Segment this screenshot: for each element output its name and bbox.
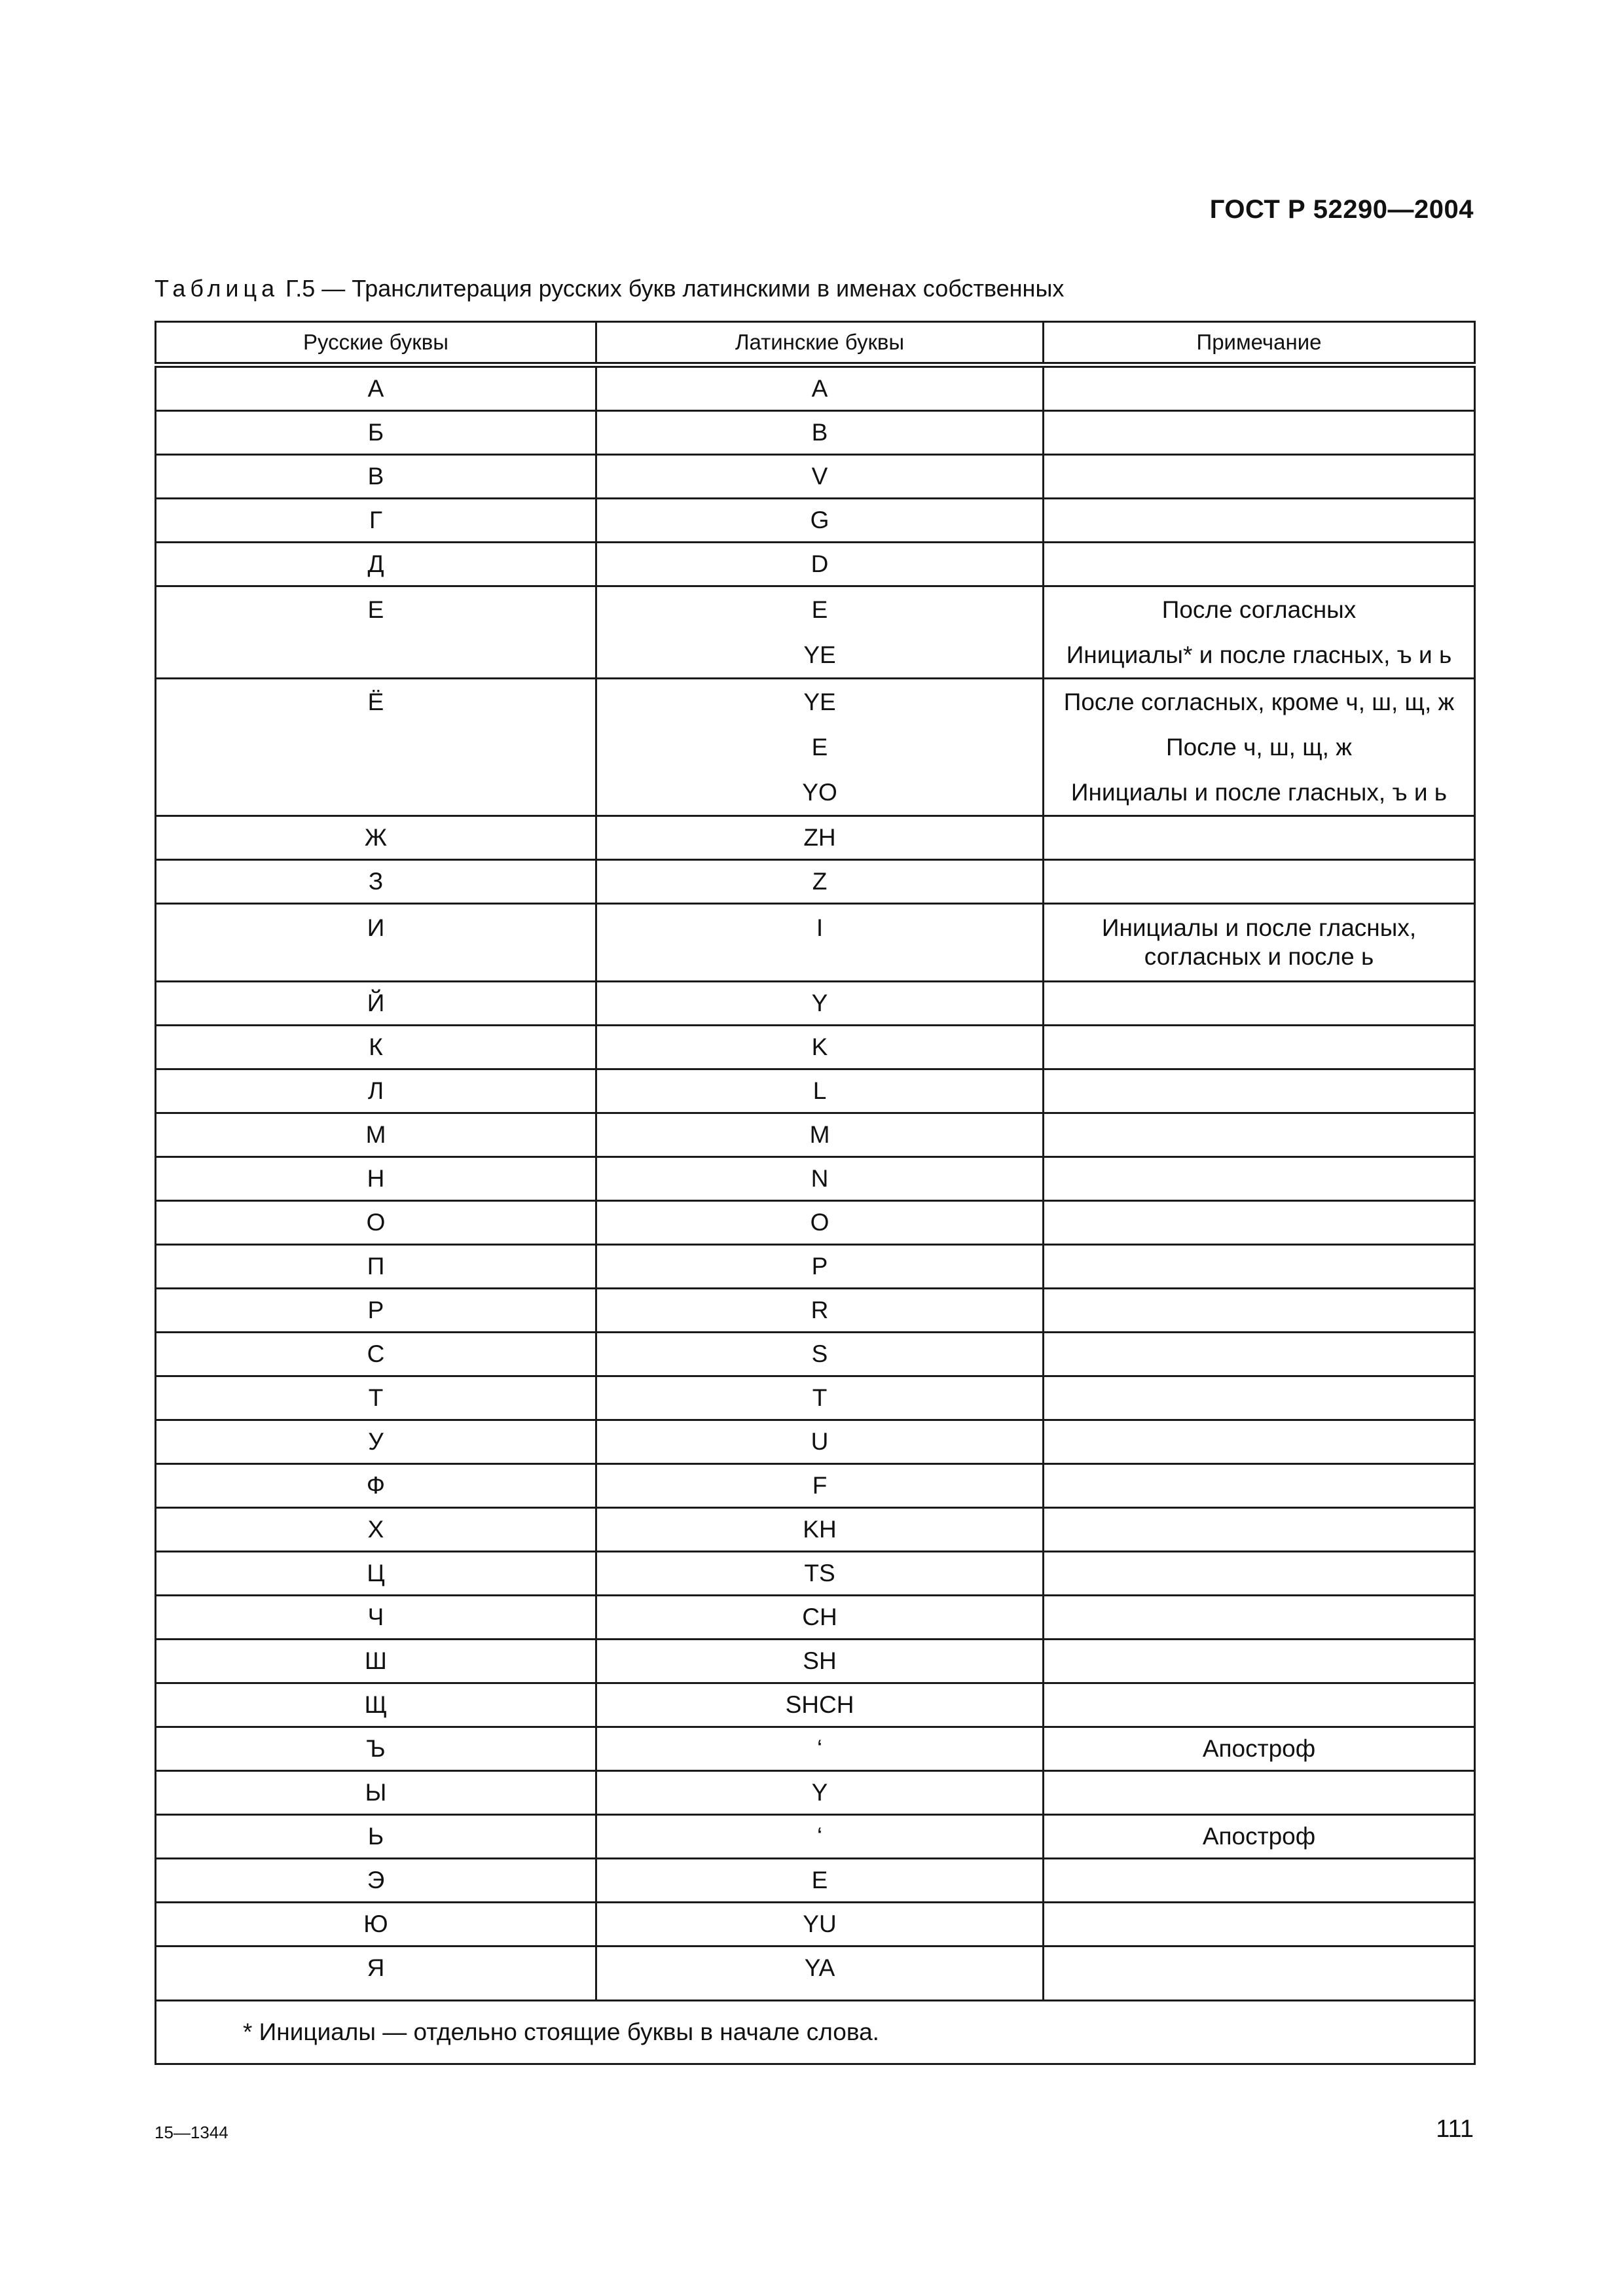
cell-russian-letter: С <box>156 1333 596 1376</box>
latin-value: T <box>812 1384 828 1411</box>
latin-value: YO <box>802 779 837 806</box>
table-row <box>156 543 1475 586</box>
cell-russian-letter: В <box>156 455 596 499</box>
table-footnote: * Инициалы — отдельно стоящие буквы в начале слова. <box>156 2001 1475 2064</box>
latin-value: L <box>812 1077 827 1104</box>
cell-note <box>1044 1245 1475 1289</box>
cell-russian-letter: Ф <box>156 1464 596 1508</box>
cell-russian-letter: М <box>156 1113 596 1157</box>
cell-note <box>1044 1508 1475 1552</box>
latin-value: SHCH <box>785 1691 854 1718</box>
latin-value: V <box>811 463 828 490</box>
note-text: Инициалы* и после гласных, ъ и ь <box>1066 641 1452 668</box>
cell-note <box>1044 1903 1475 1946</box>
cell-russian-letter: Ш <box>156 1640 596 1683</box>
note-text: Апостроф <box>1202 1735 1316 1762</box>
cell-note <box>1044 860 1475 904</box>
cell-russian-letter: Д <box>156 543 596 586</box>
latin-value: CH <box>802 1604 837 1630</box>
table-header-row <box>156 322 1475 365</box>
table-row <box>156 411 1475 455</box>
note-text: После ч, ш, щ, ж <box>1166 734 1352 761</box>
table-row <box>156 499 1475 543</box>
cell-latin-letters <box>596 1815 1044 1859</box>
note-text: После согласных <box>1161 596 1357 623</box>
cell-latin-letters <box>596 982 1044 1026</box>
table-row <box>156 816 1475 860</box>
cell-latin-letters <box>596 1508 1044 1552</box>
cell-latin-letters <box>596 365 1044 411</box>
note-text: Инициалы и после гласных, ъ и ь <box>1070 779 1448 806</box>
latin-value: YE <box>803 689 836 715</box>
latin-value: Z <box>812 868 828 895</box>
note-text: Апостроф <box>1202 1823 1316 1850</box>
table-row <box>156 1026 1475 1069</box>
cell-latin-letters <box>596 1683 1044 1727</box>
cell-latin-letters <box>596 1289 1044 1333</box>
cell-latin-letters <box>596 499 1044 543</box>
footnote-row <box>156 2001 1475 2064</box>
document-code: ГОСТ Р 52290—2004 <box>1209 195 1474 224</box>
table-row <box>156 1640 1475 1683</box>
cell-latin-letters <box>596 904 1044 982</box>
cell-note <box>1044 1333 1475 1376</box>
cell-note <box>1044 1289 1475 1333</box>
latin-value: YU <box>803 1910 837 1937</box>
cell-russian-letter: З <box>156 860 596 904</box>
table-row <box>156 1245 1475 1289</box>
cell-russian-letter: О <box>156 1201 596 1245</box>
cell-note <box>1044 499 1475 543</box>
cell-russian-letter: Б <box>156 411 596 455</box>
latin-value: D <box>811 550 829 577</box>
table-row <box>156 1420 1475 1464</box>
cell-latin-letters <box>596 543 1044 586</box>
cell-russian-letter: Щ <box>156 1683 596 1727</box>
table-row <box>156 1815 1475 1859</box>
cell-note <box>1044 1727 1475 1771</box>
cell-latin-letters <box>596 1376 1044 1420</box>
cell-latin-letters <box>596 1333 1044 1376</box>
latin-value: U <box>811 1428 829 1455</box>
cell-russian-letter: Е <box>156 586 596 679</box>
latin-value: SH <box>803 1647 837 1674</box>
table-caption <box>155 275 1064 302</box>
latin-value: Y <box>811 1779 828 1806</box>
cell-note <box>1044 411 1475 455</box>
cell-latin-letters <box>596 816 1044 860</box>
cell-latin-letters <box>596 860 1044 904</box>
cell-note <box>1044 1201 1475 1245</box>
table-row <box>156 679 1475 816</box>
page-number: 111 <box>1436 2115 1474 2143</box>
latin-value: KH <box>803 1516 837 1543</box>
column-header-russian: Русские буквы <box>156 322 596 365</box>
cell-latin-letters <box>596 1640 1044 1683</box>
cell-note <box>1044 543 1475 586</box>
cell-russian-letter: Ж <box>156 816 596 860</box>
cell-latin-letters <box>596 679 1044 816</box>
table-row <box>156 1946 1475 2001</box>
table-row <box>156 1903 1475 1946</box>
cell-russian-letter: У <box>156 1420 596 1464</box>
cell-latin-letters <box>596 455 1044 499</box>
cell-russian-letter: И <box>156 904 596 982</box>
cell-russian-letter: Р <box>156 1289 596 1333</box>
cell-latin-letters <box>596 1464 1044 1508</box>
cell-russian-letter: Г <box>156 499 596 543</box>
latin-value: E <box>811 734 828 761</box>
latin-value: G <box>810 507 830 533</box>
note-text: Инициалы и после гласных, согласных и после ь <box>1101 914 1417 970</box>
cell-russian-letter: Й <box>156 982 596 1026</box>
cell-russian-letter: Ю <box>156 1903 596 1946</box>
latin-value: R <box>811 1297 829 1323</box>
cell-russian-letter: Ъ <box>156 1727 596 1771</box>
cell-note <box>1044 1596 1475 1640</box>
cell-note <box>1044 1815 1475 1859</box>
latin-value: ‘ <box>816 1823 823 1850</box>
cell-russian-letter: Ч <box>156 1596 596 1640</box>
table-row <box>156 904 1475 982</box>
latin-value: O <box>810 1209 830 1236</box>
cell-note <box>1044 1946 1475 2001</box>
table-caption-text: Г.5 — Транслитерация русских букв латинскими в именах собственных <box>285 275 1065 302</box>
cell-russian-letter: К <box>156 1026 596 1069</box>
cell-note <box>1044 1157 1475 1201</box>
cell-russian-letter: А <box>156 365 596 411</box>
cell-russian-letter: Х <box>156 1508 596 1552</box>
latin-value: E <box>811 596 828 623</box>
cell-note <box>1044 982 1475 1026</box>
table-row <box>156 1859 1475 1903</box>
cell-russian-letter: Э <box>156 1859 596 1903</box>
transliteration-table <box>155 321 1476 2065</box>
table-row <box>156 1069 1475 1113</box>
cell-latin-letters <box>596 1026 1044 1069</box>
latin-value: I <box>816 914 824 941</box>
table-row <box>156 1333 1475 1376</box>
cell-latin-letters <box>596 586 1044 679</box>
table-row <box>156 1508 1475 1552</box>
cell-russian-letter: П <box>156 1245 596 1289</box>
table-row <box>156 1113 1475 1157</box>
cell-russian-letter: Т <box>156 1376 596 1420</box>
cell-russian-letter: Ь <box>156 1815 596 1859</box>
table-row <box>156 455 1475 499</box>
cell-russian-letter: Ё <box>156 679 596 816</box>
cell-latin-letters <box>596 1596 1044 1640</box>
table-caption-label: Таблица <box>155 275 280 302</box>
cell-russian-letter: Ц <box>156 1552 596 1596</box>
cell-latin-letters <box>596 1727 1044 1771</box>
cell-note <box>1044 1026 1475 1069</box>
cell-note <box>1044 1552 1475 1596</box>
cell-latin-letters <box>596 411 1044 455</box>
cell-note <box>1044 1640 1475 1683</box>
table-row <box>156 586 1475 679</box>
column-header-note: Примечание <box>1044 322 1475 365</box>
table-body <box>156 365 1475 2001</box>
latin-value: YE <box>803 641 836 668</box>
cell-latin-letters <box>596 1157 1044 1201</box>
cell-russian-letter: Л <box>156 1069 596 1113</box>
latin-value: A <box>811 375 828 402</box>
cell-russian-letter: Н <box>156 1157 596 1201</box>
cell-note <box>1044 1464 1475 1508</box>
table-row <box>156 860 1475 904</box>
cell-note <box>1044 365 1475 411</box>
table-row <box>156 1683 1475 1727</box>
latin-value: F <box>812 1472 828 1499</box>
cell-note <box>1044 1113 1475 1157</box>
latin-value: K <box>811 1033 828 1060</box>
cell-latin-letters <box>596 1552 1044 1596</box>
latin-value: E <box>811 1867 828 1893</box>
table-row <box>156 1201 1475 1245</box>
latin-value: S <box>811 1340 828 1367</box>
cell-russian-letter: Ы <box>156 1771 596 1815</box>
table-row <box>156 1727 1475 1771</box>
cell-latin-letters <box>596 1069 1044 1113</box>
table-row <box>156 365 1475 411</box>
table-row <box>156 1596 1475 1640</box>
cell-note <box>1044 904 1475 982</box>
cell-latin-letters <box>596 1859 1044 1903</box>
note-text: После согласных, кроме ч, ш, щ, ж <box>1063 689 1455 715</box>
cell-latin-letters <box>596 1113 1044 1157</box>
cell-russian-letter: Я <box>156 1946 596 2001</box>
latin-value: M <box>809 1121 830 1148</box>
cell-note <box>1044 1420 1475 1464</box>
table-row <box>156 1552 1475 1596</box>
cell-latin-letters <box>596 1771 1044 1815</box>
cell-latin-letters <box>596 1245 1044 1289</box>
latin-value: B <box>811 419 828 446</box>
table-row <box>156 1289 1475 1333</box>
cell-note <box>1044 1069 1475 1113</box>
latin-value: YA <box>804 1954 835 1981</box>
cell-latin-letters <box>596 1201 1044 1245</box>
latin-value: ‘ <box>816 1735 823 1762</box>
footer-print-code: 15—1344 <box>155 2123 228 2142</box>
table-row <box>156 1376 1475 1420</box>
latin-value: N <box>811 1165 829 1192</box>
cell-note <box>1044 455 1475 499</box>
cell-note <box>1044 586 1475 679</box>
latin-value: P <box>811 1253 828 1280</box>
cell-latin-letters <box>596 1420 1044 1464</box>
table-row <box>156 1157 1475 1201</box>
cell-note <box>1044 1771 1475 1815</box>
cell-note <box>1044 1683 1475 1727</box>
table-row <box>156 982 1475 1026</box>
cell-latin-letters <box>596 1946 1044 2001</box>
cell-note <box>1044 816 1475 860</box>
latin-value: TS <box>804 1560 835 1587</box>
table-row <box>156 1464 1475 1508</box>
latin-value: Y <box>811 990 828 1016</box>
column-header-latin: Латинские буквы <box>596 322 1044 365</box>
table-row <box>156 1771 1475 1815</box>
cell-note <box>1044 679 1475 816</box>
cell-note <box>1044 1859 1475 1903</box>
latin-value: ZH <box>803 824 836 851</box>
cell-latin-letters <box>596 1903 1044 1946</box>
cell-note <box>1044 1376 1475 1420</box>
